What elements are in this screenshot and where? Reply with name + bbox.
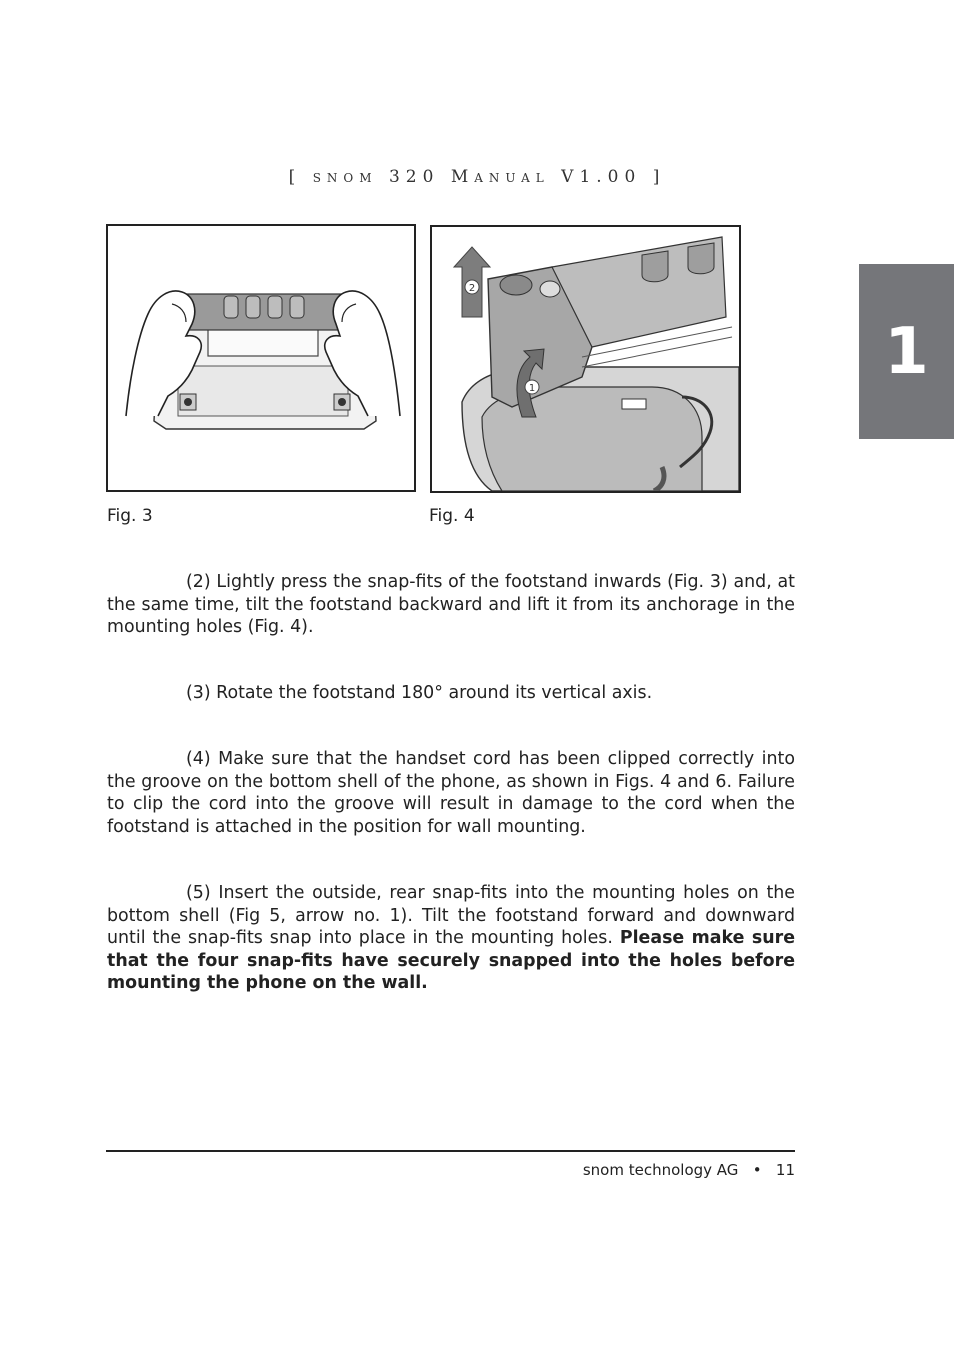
paragraph-step-5-warning: Please make sure that the four snap-fits have securely snapped into the holes before mounting the phone on the wall. [107, 928, 796, 994]
header-bracket-close: ] [652, 167, 666, 187]
paragraph-step-3-text: (3) Rotate the footstand 180° around its vertical axis. [186, 683, 653, 703]
paragraph-step-2 [107, 571, 795, 639]
header-version: V1.00 [561, 167, 642, 187]
arrow-1-label: 1 [528, 383, 536, 394]
chapter-tab: 1 [859, 264, 954, 439]
figure-4 [430, 225, 741, 493]
figure-3-caption: Fig. 3 [107, 506, 153, 526]
page-footer [583, 1161, 795, 1179]
footer-separator: • [752, 1161, 762, 1179]
figure-4-caption: Fig. 4 [429, 506, 475, 526]
paragraph-step-3 [107, 682, 795, 705]
paragraph-step-5-text: (5) Insert the outside, rear snap-fits into the mounting holes on the bottom shell (Fig 5, arrow no. 1). Tilt the footstand forward and downward until the snap-fits snap into place in the mounting holes. [107, 883, 795, 949]
figure-3 [106, 224, 416, 492]
footer-company: snom technology AG [582, 1161, 739, 1179]
figure-3-illustration [108, 226, 414, 490]
arrow-2-label: 2 [468, 283, 476, 294]
header-model: 320 [388, 167, 440, 187]
footer-page-number: 11 [775, 1161, 795, 1179]
paragraph-step-4-text: (4) Make sure that the handset cord has been clipped correctly into the groove on the bottom shell of the phone, as shown in Figs. 4 and 6. Failure to clip the cord into the groove will result in damage to the cord when the footstand is attached in the position for wall mounting. [107, 749, 795, 837]
paragraph-step-4 [107, 748, 795, 838]
header-manual: Manual [450, 167, 550, 187]
header-bracket-open: [ [288, 167, 302, 187]
header-brand: snom [312, 167, 378, 187]
figure-4-illustration [432, 227, 739, 491]
paragraph-step-2-text: (2) Lightly press the snap-fits of the footstand inwards (Fig. 3) and, at the same time, tilt the footstand backward and lift it from its anchorage in the mounting holes (Fig. 4). [107, 572, 795, 638]
footer-rule [106, 1150, 795, 1152]
running-header [0, 167, 954, 187]
paragraph-step-5 [107, 882, 795, 995]
